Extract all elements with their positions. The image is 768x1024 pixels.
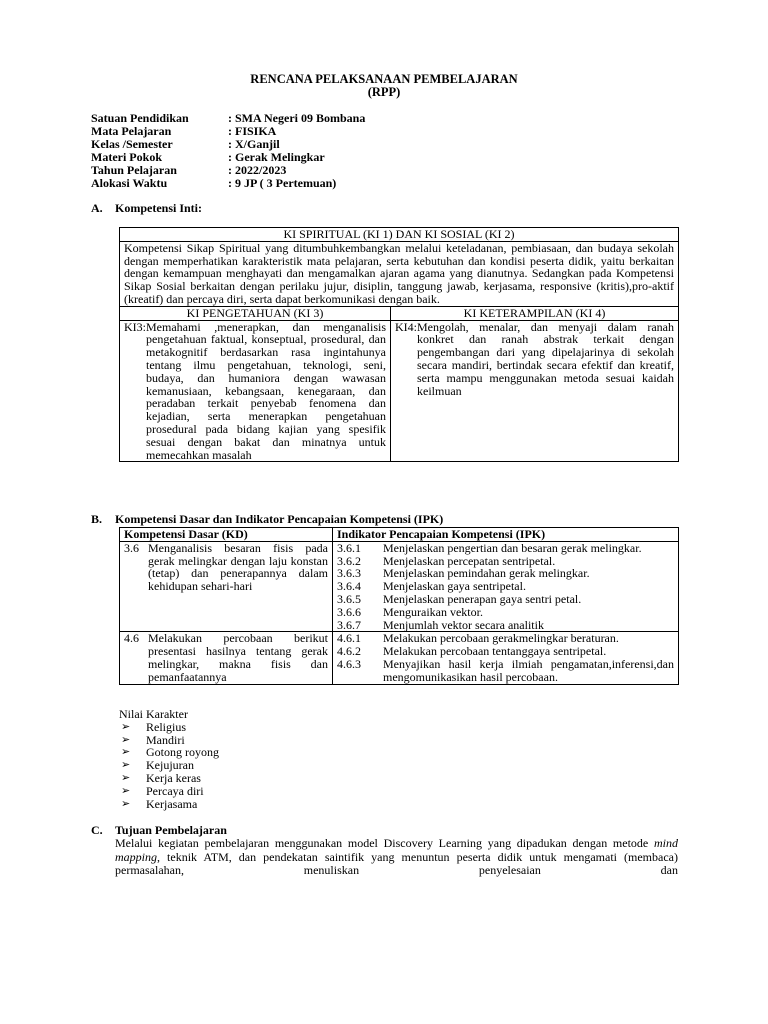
arrow-bullet-icon: ➢ bbox=[121, 746, 131, 759]
list-item bbox=[119, 798, 219, 811]
ipk-item bbox=[337, 593, 674, 606]
kd-number: 4.6 bbox=[124, 631, 139, 646]
arrow-bullet-icon: ➢ bbox=[121, 771, 131, 784]
tujuan-text-emphasis: mind mapping bbox=[115, 836, 678, 864]
ipk-item bbox=[337, 606, 674, 619]
ki3-text: Memahami ,menerapkan, dan menganalisis pengetahuan faktual, konseptual, prosedural, dan metakognitif berdasarkan rasa ingintahunya tentang ilmu pengetahuan, teknologi, seni, budaya, dan humaniora dengan wawasan kemanusiaan, kebangsaan, kenegaraan, dan peradaban terkait penyebab fenomena dan kejadian, serta menerapkan pengetahuan prosedural pada bidang kajian yang spesifik sesuai dengan bakat dan minatnya untuk memecahkan masalah bbox=[146, 319, 386, 462]
kd-text: Menganalisis besaran fisis pada gerak melingkar dengan laju konstan (tetap) dan penerapannya dalam kehidupan sehari-hari bbox=[148, 540, 328, 594]
kd-text: Melakukan percobaan berikut presentasi hasilnya tentang gerak melingkar, makna fisis dan pemanfaatannya bbox=[148, 631, 328, 684]
ipk-number: 3.6.1 bbox=[337, 540, 361, 555]
list-item-label: Kerja keras bbox=[146, 770, 201, 785]
identity-block bbox=[91, 112, 365, 190]
list-item-label: Kejujuran bbox=[146, 758, 194, 773]
ipk-number: 3.6.3 bbox=[337, 566, 361, 581]
arrow-bullet-icon: ➢ bbox=[121, 733, 131, 746]
identity-row bbox=[91, 177, 365, 190]
tujuan-paragraph bbox=[115, 837, 678, 878]
section-a-heading bbox=[91, 202, 202, 215]
list-item bbox=[119, 785, 219, 798]
tujuan-text-start: Melalui kegiatan pembelajaran menggunakan model Discovery Learning yang dipadukan dengan metode bbox=[115, 836, 654, 850]
ipk-number: 3.6.6 bbox=[337, 604, 361, 619]
identity-value: : 2022/2023 bbox=[228, 163, 287, 177]
section-b-heading bbox=[91, 513, 443, 526]
ki4-prefix: KI4: bbox=[395, 319, 417, 334]
identity-value: : SMA Negeri 09 Bombana bbox=[228, 111, 366, 125]
identity-value: : X/Ganjil bbox=[228, 137, 280, 151]
identity-label: Tahun Pelajaran bbox=[91, 163, 177, 177]
document-title: RENCANA PELAKSANAAN PEMBELAJARAN bbox=[250, 72, 518, 86]
ipk-text: Melakukan percobaan tentanggaya sentripetal. bbox=[383, 644, 607, 659]
ipk-number: 4.6.3 bbox=[337, 656, 361, 671]
section-title: Kompetensi Dasar dan Indikator Pencapaian Kompetensi (IPK) bbox=[115, 512, 444, 526]
document-subtitle: (RPP) bbox=[367, 85, 401, 99]
ipk-cell bbox=[333, 632, 679, 684]
ipk-number: 3.6.7 bbox=[337, 617, 361, 632]
ki3-cell bbox=[120, 320, 391, 462]
ipk-number: 3.6.4 bbox=[337, 579, 361, 594]
kd-cell bbox=[120, 541, 333, 632]
section-letter: A. bbox=[91, 201, 103, 215]
section-letter: C. bbox=[91, 823, 103, 837]
identity-value: : 9 JP ( 3 Pertemuan) bbox=[228, 176, 337, 190]
nilai-karakter-list bbox=[119, 708, 219, 810]
arrow-bullet-icon: ➢ bbox=[121, 759, 131, 772]
ipk-text: Menjelaskan percepatan sentripetal. bbox=[383, 553, 556, 568]
ipk-text: Menjelaskan pemindahan gerak melingkar. bbox=[383, 566, 590, 581]
section-title: Kompetensi Inti: bbox=[115, 201, 202, 215]
list-item-label: Percaya diri bbox=[146, 783, 204, 798]
ipk-text: Menyajikan hasil kerja ilmiah pengamatan,inferensi,dan mengomunikasikan hasil percobaan. bbox=[383, 656, 674, 684]
ipk-item bbox=[337, 542, 674, 555]
ki-spiritual-header: KI SPIRITUAL (KI 1) DAN KI SOSIAL (KI 2) bbox=[120, 228, 679, 242]
ipk-text: Menguraikan vektor. bbox=[383, 604, 483, 619]
ki-pengetahuan-header: KI PENGETAHUAN (KI 3) bbox=[120, 306, 391, 320]
ipk-cell bbox=[333, 541, 679, 632]
tujuan-text-end: , teknik ATM, dan pendekatan saintifik yang menuntun peserta didik untuk mengamati (membaca) permasalahan, menuliskan penyelesaian dan bbox=[115, 849, 678, 877]
nilai-karakter-title: Nilai Karakter bbox=[119, 707, 188, 721]
ipk-number: 3.6.5 bbox=[337, 591, 361, 606]
arrow-bullet-icon: ➢ bbox=[121, 797, 131, 810]
ipk-item bbox=[337, 658, 674, 684]
kd-header: Kompetensi Dasar (KD) bbox=[120, 528, 333, 542]
identity-value: : FISIKA bbox=[228, 124, 277, 138]
kd-cell bbox=[120, 632, 333, 684]
list-item-label: Mandiri bbox=[146, 732, 185, 747]
ipk-number: 4.6.2 bbox=[337, 644, 361, 659]
ipk-text: Menjumlah vektor secara analitik bbox=[383, 617, 544, 632]
list-item-label: Religius bbox=[146, 719, 187, 734]
section-title: Tujuan Pembelajaran bbox=[115, 823, 227, 837]
ipk-text: Menjelaskan penerapan gaya sentri petal. bbox=[383, 591, 582, 606]
kd-row bbox=[120, 541, 679, 632]
arrow-bullet-icon: ➢ bbox=[121, 784, 131, 797]
ki3-prefix: KI3: bbox=[124, 319, 146, 334]
list-item-label: Gotong royong bbox=[146, 745, 219, 760]
identity-label: Satuan Pendidikan bbox=[91, 111, 189, 125]
ki-keterampilan-header: KI KETERAMPILAN (KI 4) bbox=[391, 306, 679, 320]
section-letter: B. bbox=[91, 512, 103, 526]
ipk-text: Melakukan percobaan gerakmelingkar beraturan. bbox=[383, 631, 619, 646]
kd-number: 3.6 bbox=[124, 540, 139, 555]
ki4-cell bbox=[391, 320, 679, 462]
kd-row bbox=[120, 632, 679, 684]
kd-ipk-table bbox=[119, 527, 679, 685]
identity-label: Kelas /Semester bbox=[91, 137, 173, 151]
ki-spiritual-text: Kompetensi Sikap Spiritual yang ditumbuhkembangkan melalui keteladanan, pembiasaan, dan budaya sekolah dengan memperhatikan karakteristik mata pelajaran, serta kebutuhan dan kondisi peserta didik, yaitu berkaitan dengan kemampuan menghayati dan mengamalkan ajaran agama yang dianutnya. Sedangkan pada Kompetensi Sikap Sosial berkaitan dengan perilaku jujur, disiplin, tanggung jawab, kerjasama, responsive (kritis),pro-aktif (kreatif) dan percaya diri, serta dapat berkomunikasi dengan baik. bbox=[120, 241, 679, 306]
ki4-text: Mengolah, menalar, dan menyaji dalam ranah konkret dan ranah abstrak terkait dengan pengembangan dari yang dipelajarinya di sekolah secara mandiri, bertindak secara efektif dan kreatif, serta mampu menggunakan metoda sesuai kaidah keilmuan bbox=[417, 319, 674, 398]
ipk-text: Menjelaskan gaya sentripetal. bbox=[383, 579, 526, 594]
arrow-bullet-icon: ➢ bbox=[121, 720, 131, 733]
ki-table bbox=[119, 227, 679, 462]
ipk-text: Menjelaskan pengertian dan besaran gerak melingkar. bbox=[383, 540, 642, 555]
list-item-label: Kerjasama bbox=[146, 796, 198, 811]
identity-label: Materi Pokok bbox=[91, 150, 162, 164]
identity-label: Mata Pelajaran bbox=[91, 124, 172, 138]
ipk-item bbox=[337, 619, 674, 632]
ipk-number: 4.6.1 bbox=[337, 631, 361, 646]
list-item bbox=[119, 721, 219, 734]
identity-value: : Gerak Melingkar bbox=[228, 150, 325, 164]
ipk-number: 3.6.2 bbox=[337, 553, 361, 568]
list-item bbox=[119, 772, 219, 785]
ipk-header: Indikator Pencapaian Kompetensi (IPK) bbox=[333, 528, 679, 542]
identity-label: Alokasi Waktu bbox=[91, 176, 168, 190]
